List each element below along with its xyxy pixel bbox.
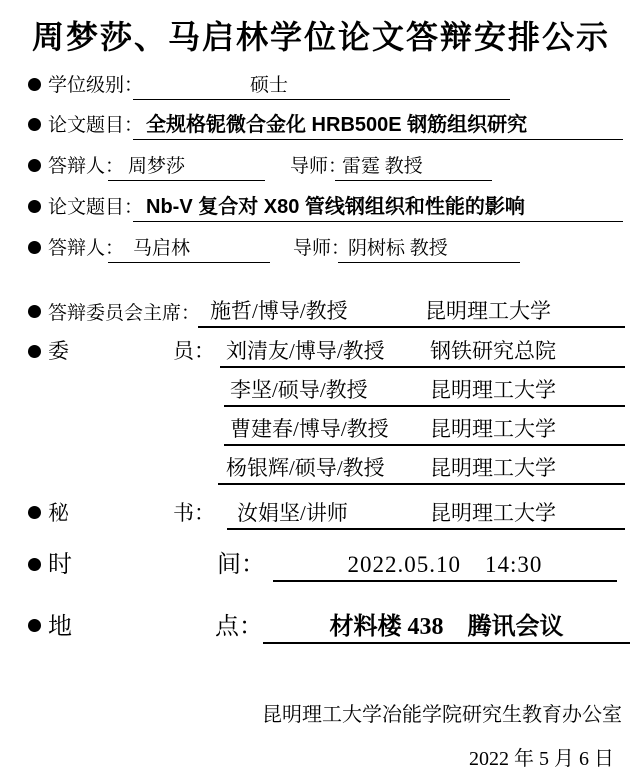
- thesis2-label: 论文题目：: [48, 197, 144, 218]
- time-label: [48, 544, 265, 579]
- defender2-value: 马启林: [133, 238, 191, 259]
- secretary-label-last: 书：: [173, 501, 215, 525]
- member-affiliation: 昆明理工大学: [430, 417, 556, 441]
- secretary-affiliation: 昆明理工大学: [430, 501, 556, 525]
- thesis1-label: 论文题目：: [48, 115, 144, 136]
- location-label: [48, 606, 263, 641]
- page-title: 周梦莎、马启林学位论文答辩安排公示: [31, 19, 610, 55]
- degree-row: [0, 70, 642, 100]
- bullet-icon: [28, 345, 41, 358]
- time-row: [0, 546, 642, 582]
- degree-underline: [133, 69, 510, 100]
- bullet-icon: [28, 619, 41, 632]
- member-row: [0, 414, 642, 446]
- bullet-icon: [28, 200, 41, 213]
- footer-date: 2022 年 5 月 6 日: [469, 748, 614, 770]
- member-row: [0, 375, 642, 407]
- degree-value: 硕士: [250, 75, 289, 96]
- bullet-icon: [28, 305, 41, 318]
- advisor2-value: 阴树标 教授: [348, 238, 448, 259]
- thesis1-row: [0, 110, 642, 140]
- bullet-icon: [28, 241, 41, 254]
- bullet-icon: [28, 558, 41, 571]
- committee-label: [48, 335, 215, 365]
- location-value: 材料楼 438 腾讯会议: [329, 614, 564, 640]
- degree-label: 学位级别：: [48, 75, 144, 96]
- member-affiliation: 钢铁研究总院: [430, 339, 556, 363]
- member-name: 刘清友/博导/教授: [226, 339, 385, 363]
- time-label-last: 间：: [217, 552, 265, 578]
- secretary-label-first: 秘: [48, 501, 69, 525]
- defender1-label: 答辩人：: [48, 156, 125, 177]
- advisor1-value: 雷霆 教授: [342, 156, 423, 177]
- member-row: [0, 453, 642, 485]
- member-row: [0, 336, 642, 368]
- location-label-first: 地: [48, 614, 72, 640]
- secretary-name: 汝娟坚/讲师: [237, 501, 348, 525]
- member-name: 李坚/硕导/教授: [230, 378, 368, 402]
- thesis1-value: 全规格铌微合金化 HRB500E 钢筋组织研究: [146, 114, 528, 136]
- secretary-label: [48, 497, 215, 527]
- chair-row: [0, 296, 642, 328]
- member-affiliation: 昆明理工大学: [430, 456, 556, 480]
- defender2-row: [0, 233, 642, 263]
- time-value: 2022.05.10 14:30: [347, 552, 543, 577]
- location-row: [0, 606, 642, 644]
- bullet-icon: [28, 118, 41, 131]
- defender1-row: [0, 151, 642, 181]
- bullet-icon: [28, 506, 41, 519]
- location-label-last: 点：: [215, 614, 263, 640]
- member-name: 杨银辉/硕导/教授: [226, 456, 385, 480]
- chair-affiliation: 昆明理工大学: [425, 299, 551, 323]
- advisor1-label: 导师：: [290, 156, 348, 177]
- chair-label: 答辩委员会主席：: [48, 303, 201, 324]
- time-label-first: 时: [48, 552, 72, 578]
- bullet-icon: [28, 159, 41, 172]
- committee-label-first: 委: [48, 339, 69, 363]
- member-name: 曹建春/博导/教授: [230, 417, 389, 441]
- secretary-row: [0, 496, 642, 530]
- thesis2-row: [0, 192, 642, 222]
- bullet-icon: [28, 78, 41, 91]
- member-affiliation: 昆明理工大学: [430, 378, 556, 402]
- defender1-value: 周梦莎: [128, 156, 186, 177]
- footer-office: 昆明理工大学冶能学院研究生教育办公室: [262, 704, 622, 726]
- committee-label-last: 员：: [173, 339, 215, 363]
- thesis2-value: Nb-V 复合对 X80 管线钢组织和性能的影响: [146, 196, 525, 218]
- defender2-label: 答辩人：: [48, 238, 125, 259]
- advisor2-label: 导师：: [293, 238, 351, 259]
- chair-name: 施哲/博导/教授: [210, 299, 348, 323]
